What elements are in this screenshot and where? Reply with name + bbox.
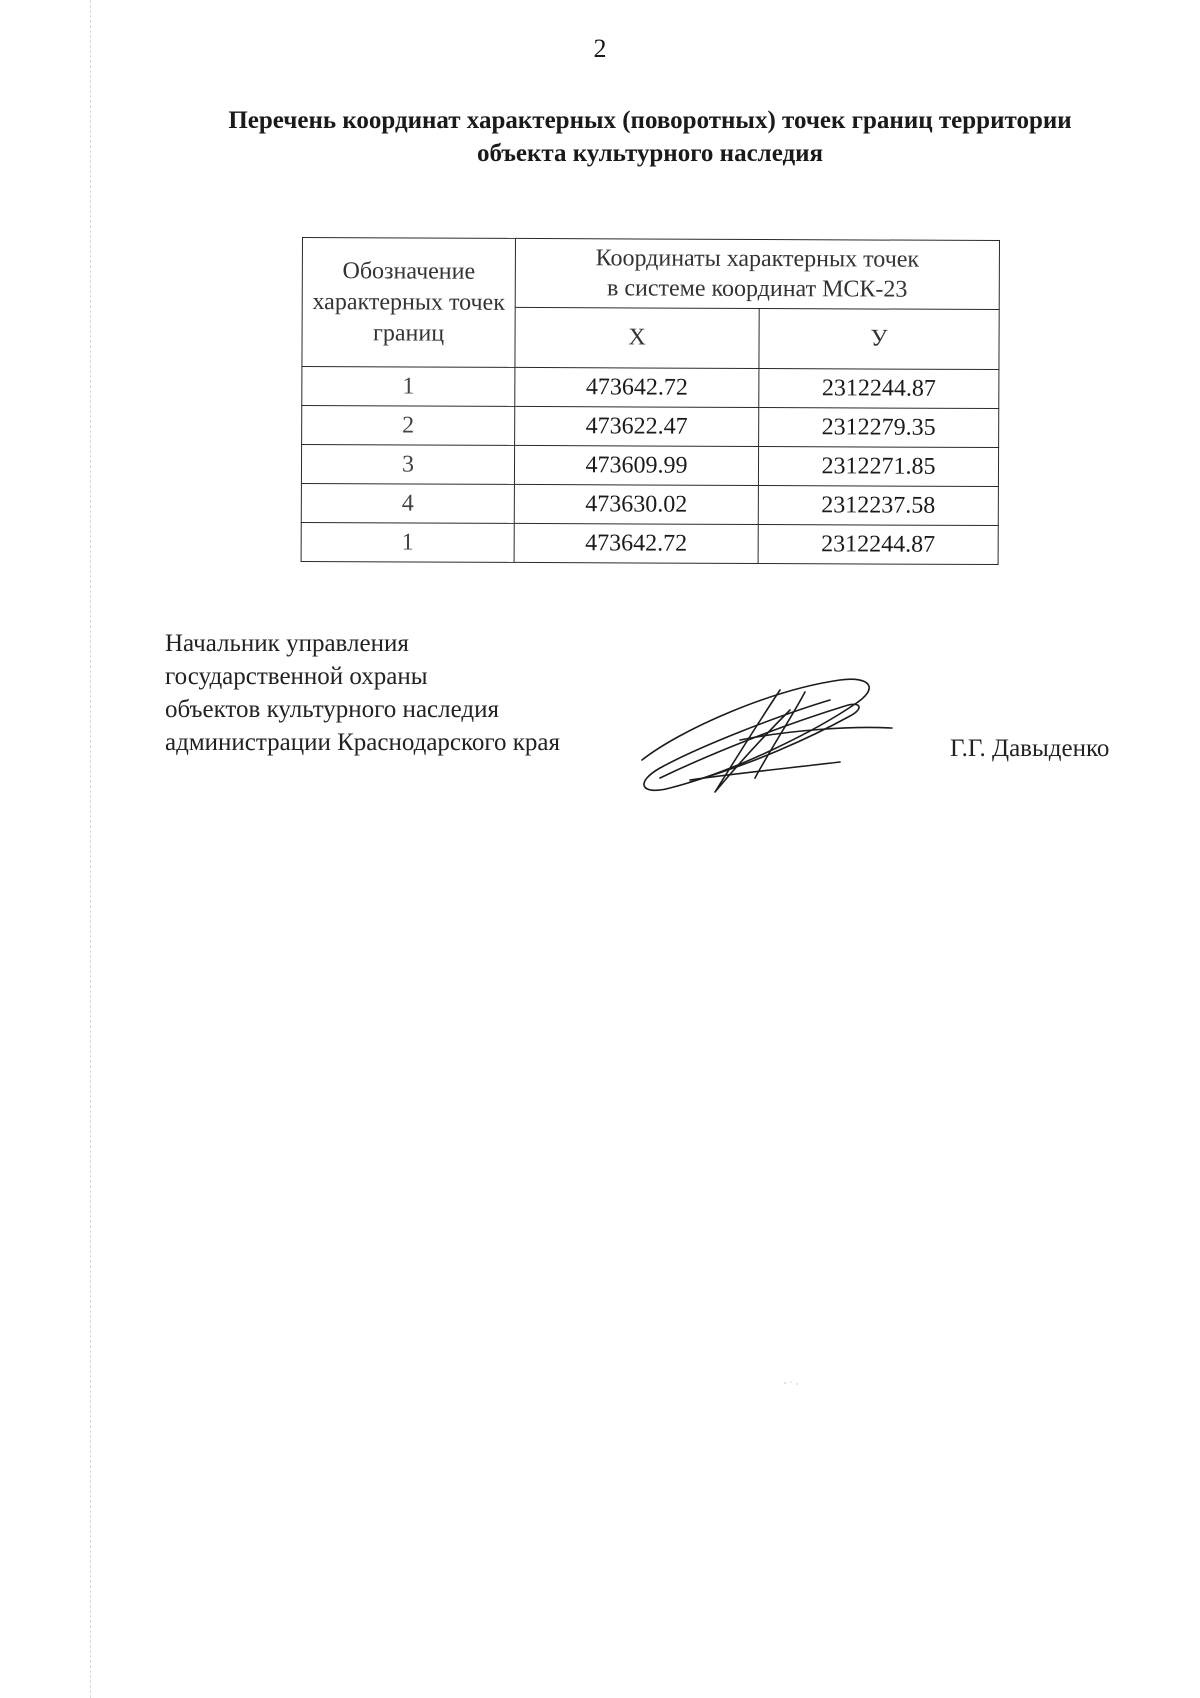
cell-point: 1: [301, 522, 514, 562]
cell-y: 2312244.87: [758, 524, 998, 564]
signatory-position: [165, 627, 560, 759]
cell-x: 473630.02: [514, 484, 758, 524]
handwritten-signature: [630, 670, 900, 800]
cell-x: 473609.99: [514, 445, 758, 485]
signatory-line-1: Начальник управления: [165, 630, 409, 657]
cell-y: 2312244.87: [759, 368, 999, 408]
header-coordinates-line-1: Координаты характерных точек: [595, 245, 920, 273]
cell-x: 473622.47: [515, 406, 759, 446]
table-row: [301, 522, 998, 564]
cell-x: 473642.72: [514, 523, 758, 563]
header-x: X: [515, 307, 759, 368]
scan-margin-line: [90, 0, 91, 1698]
table-row: [302, 367, 999, 409]
header-coordinates-line-2: в системе координат МСК-23: [607, 275, 908, 303]
cell-x: 473642.72: [515, 367, 759, 407]
header-point-designation: Обозначение характерных точек границ: [302, 238, 516, 368]
header-coordinates-group: [515, 238, 999, 309]
document-title-line-1: Перечень координат характерных (поворотных) точек границ территории: [228, 107, 1072, 134]
document-title: [170, 104, 1130, 170]
table-row: [302, 406, 999, 448]
signatory-line-3: объектов культурного наследия: [165, 696, 499, 723]
scan-noise: [782, 1380, 802, 1386]
document-title-line-2: объекта культурного наследия: [476, 140, 824, 167]
cell-y: 2312279.35: [759, 407, 999, 447]
header-y: У: [759, 308, 999, 369]
signatory-line-4: администрации Краснодарского края: [165, 729, 561, 756]
table-row: [301, 483, 998, 525]
coordinates-table: [301, 237, 1000, 565]
cell-y: 2312237.58: [758, 485, 998, 525]
cell-point: 3: [301, 445, 514, 485]
table-row: [301, 445, 998, 487]
signer-name: Г.Г. Давыденко: [950, 735, 1110, 762]
table-header-row: [302, 238, 999, 310]
cell-y: 2312271.85: [758, 446, 998, 486]
cell-point: 2: [302, 406, 515, 446]
cell-point: 1: [302, 367, 515, 407]
page-number: 2: [593, 34, 607, 63]
cell-point: 4: [301, 483, 514, 523]
signatory-line-2: государственной охраны: [165, 663, 428, 690]
